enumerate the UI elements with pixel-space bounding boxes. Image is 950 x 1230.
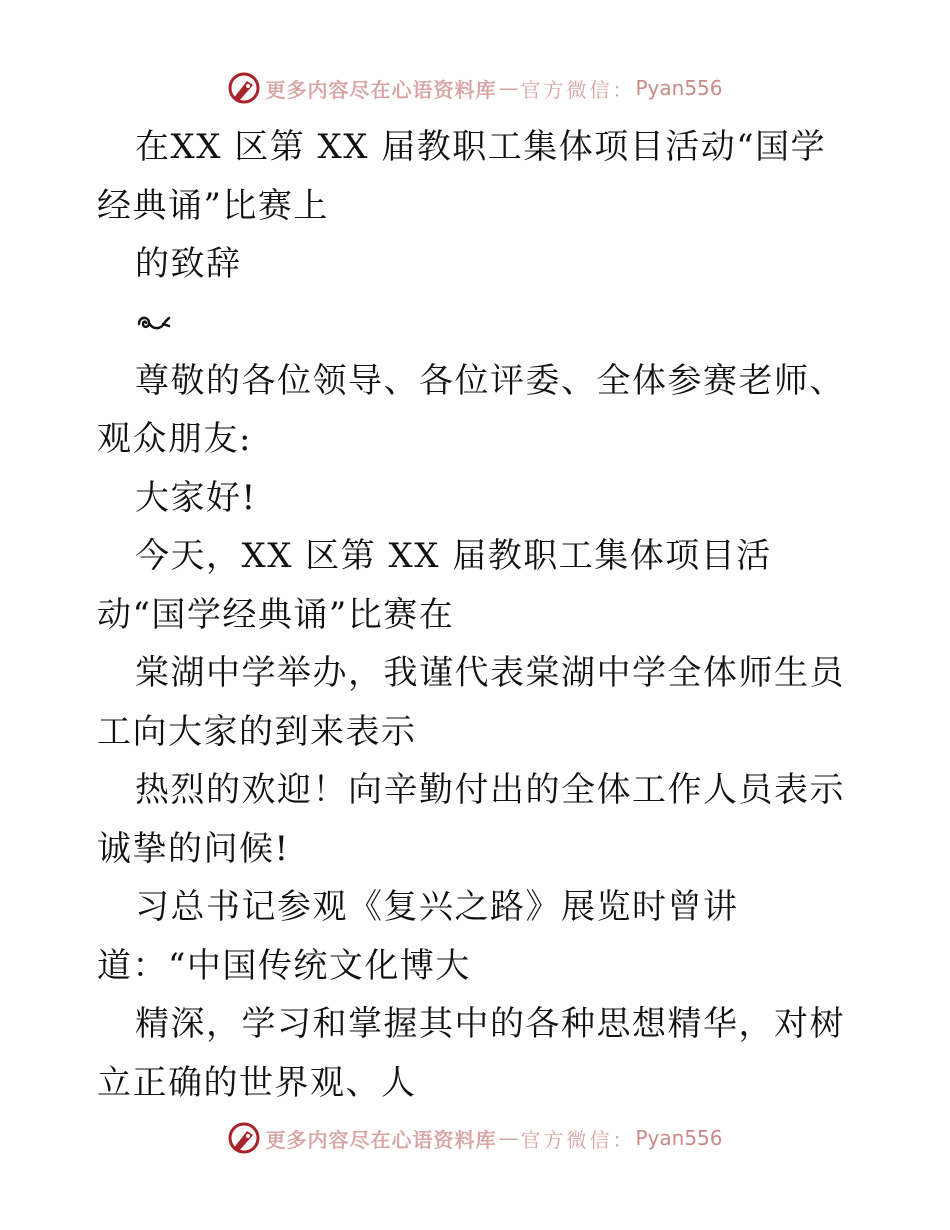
document-body — [97, 118, 857, 1112]
header-watermark — [0, 68, 950, 108]
document-title-line: 的致辞 — [135, 244, 242, 284]
document-paragraph: 今天，XX 区第 XX 届教职工集体项目活动“国学经典诵”比赛在 — [97, 536, 772, 635]
header-separator: — — [498, 76, 519, 100]
swirl-ornament-icon — [135, 312, 171, 334]
document-paragraph: 大家好! — [135, 477, 257, 518]
document-paragraph: 棠湖中学举办，我谨代表棠湖中学全体师生员工向大家的到来表示 — [97, 653, 845, 752]
document-title-line: 在XX 区第 XX 届教职工集体项目活动“国学经典诵”比赛上 — [97, 127, 827, 226]
document-paragraph: 尊敬的各位领导、各位评委、全体参赛老师、观众朋友: — [97, 360, 845, 459]
footer-official: 官方微信： — [520, 1127, 636, 1152]
header-brand: 更多内容尽在心语资料库 — [265, 77, 497, 102]
footer-separator: — — [498, 1126, 519, 1150]
footer-brand: 更多内容尽在心语资料库 — [265, 1127, 497, 1152]
document-paragraph: 习总书记参观《复兴之路》展览时曾讲道：“中国传统文化博大 — [97, 887, 739, 986]
header-official: 官方微信： — [520, 77, 636, 102]
document-paragraph: 精深，学习和掌握其中的各种思想精华，对树立正确的世界观、人 — [97, 1004, 845, 1103]
document-paragraph: 热烈的欢迎！向辛勤付出的全体工作人员表示诚挚的问候! — [97, 770, 845, 869]
pen-nib-logo-icon — [227, 71, 261, 105]
footer-watermark — [0, 1118, 950, 1158]
header-wechat-id: Pyan556 — [635, 76, 723, 100]
ornament-row — [97, 294, 857, 352]
footer-wechat-id: Pyan556 — [635, 1126, 723, 1150]
pen-nib-logo-icon — [227, 1121, 261, 1155]
